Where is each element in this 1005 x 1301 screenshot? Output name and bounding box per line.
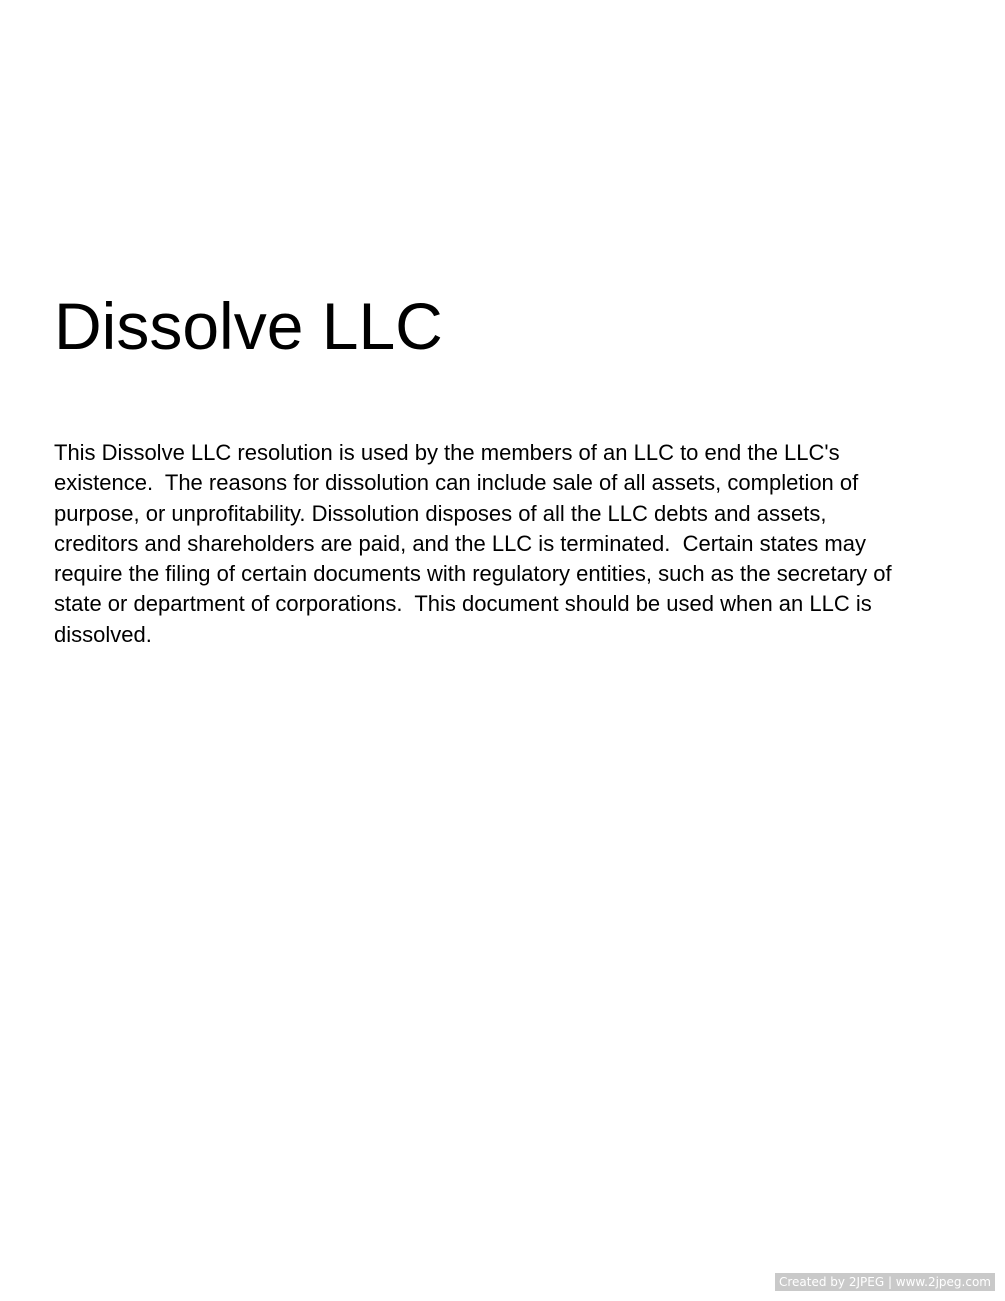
paragraph-line: dissolved. (54, 621, 152, 647)
watermark-label: Created by 2JPEG | www.2jpeg.com (775, 1273, 995, 1291)
paragraph-line: existence. The reasons for dissolution can include sale of all assets, completion of (54, 470, 859, 496)
paragraph-line: state or department of corporations. This document should be used when an LLC is (54, 591, 872, 617)
paragraph-line: require the filing of certain documents with regulatory entities, such as the secretary of (54, 561, 892, 587)
page-title: Dissolve LLC (54, 289, 443, 363)
paragraph-line: This Dissolve LLC resolution is used by the members of an LLC to end the LLC's (54, 440, 840, 465)
description-paragraph (54, 438, 892, 650)
paragraph-line: creditors and shareholders are paid, and the LLC is terminated. Certain states may (54, 530, 866, 556)
paragraph-line: purpose, or unprofitability. Dissolution disposes of all the LLC debts and assets, (54, 500, 827, 526)
